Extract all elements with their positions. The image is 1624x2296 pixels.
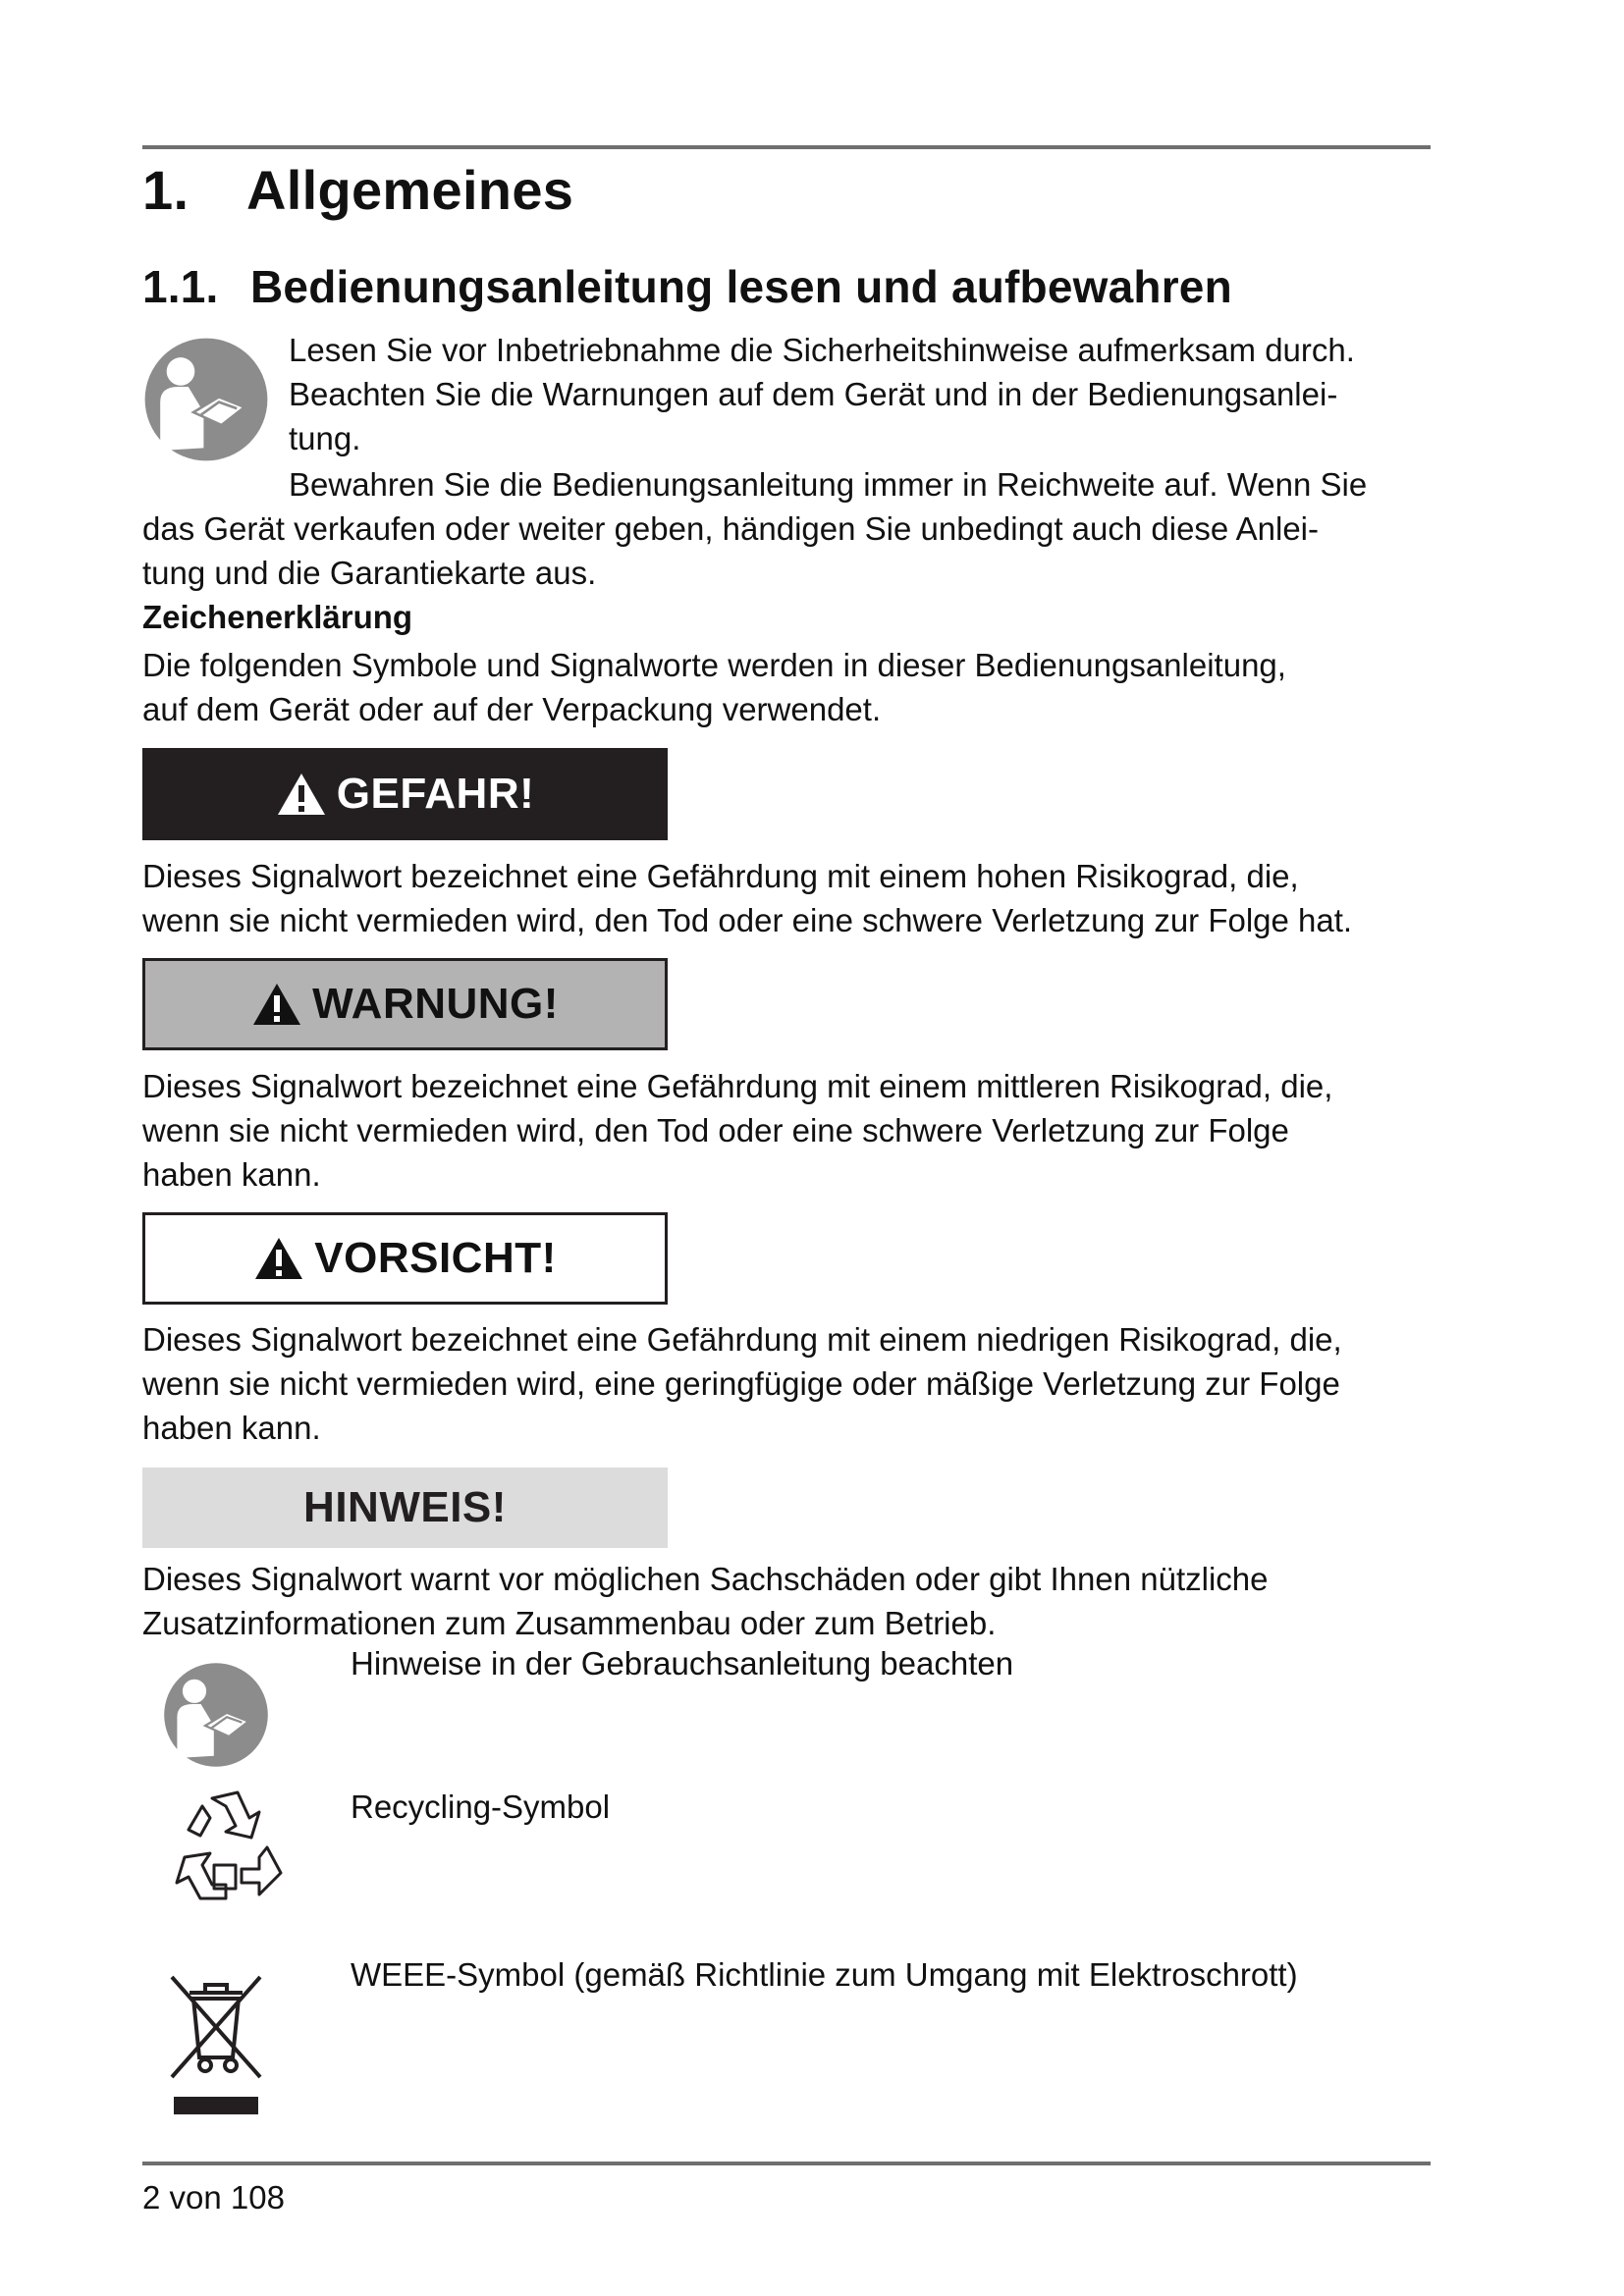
page-number: 2 von 108 (142, 2179, 285, 2216)
bottom-rule (142, 2162, 1431, 2165)
intro-line-1: Lesen Sie vor Inbetriebnahme die Sicherheitshinweise aufmerksam durch. (289, 332, 1355, 368)
warning-triangle-icon (253, 1236, 304, 1281)
signal-gefahr-label: GEFAHR! (336, 770, 535, 818)
vorsicht-line-2: wenn sie nicht vermieden wird, eine geringfügige oder mäßige Verletzung zur Folge (142, 1365, 1340, 1402)
heading-1-number: 1. (142, 159, 189, 221)
signal-vorsicht-box (142, 1212, 668, 1305)
intro-line-5: das Gerät verkaufen oder weiter geben, händigen Sie unbedingt auch diese Anlei- (142, 510, 1319, 547)
top-rule (142, 145, 1431, 149)
legend-line-1: Die folgenden Symbole und Signalworte werden in dieser Bedienungsanleitung, (142, 647, 1286, 683)
signal-warnung-label: WARNUNG! (312, 980, 559, 1028)
read-manual-icon (142, 336, 270, 463)
symbol-read-manual-text: Hinweise in der Gebrauchsanleitung beachten (351, 1645, 1014, 1682)
legend-title: Zeichenerklärung (142, 599, 413, 635)
symbol-weee-text: WEEE-Symbol (gemäß Richtlinie zum Umgang mit Elektroschrott) (351, 1956, 1298, 1993)
intro-line-4: Bewahren Sie die Bedienungsanleitung immer in Reichweite auf. Wenn Sie (289, 466, 1368, 503)
heading-1-title: Allgemeines (246, 159, 574, 221)
signal-hinweis-box (142, 1468, 668, 1548)
vorsicht-line-3: haben kann. (142, 1410, 321, 1446)
gefahr-line-1: Dieses Signalwort bezeichnet eine Gefährdung mit einem hohen Risikograd, die, (142, 858, 1299, 894)
signal-gefahr-box (142, 748, 668, 840)
recycling-icon (161, 1779, 289, 1931)
hinweis-line-1: Dieses Signalwort warnt vor möglichen Sachschäden oder gibt Ihnen nützliche (142, 1561, 1269, 1597)
intro-line-3: tung. (289, 420, 361, 456)
heading-2 (142, 257, 1232, 316)
warning-triangle-icon (251, 982, 302, 1027)
heading-2-title: Bedienungsanleitung lesen und aufbewahren (250, 261, 1232, 312)
warnung-line-2: wenn sie nicht vermieden wird, den Tod oder eine schwere Verletzung zur Folge (142, 1112, 1289, 1148)
intro-line-6: tung und die Garantiekarte aus. (142, 555, 597, 591)
symbol-recycling-text: Recycling-Symbol (351, 1789, 611, 1825)
vorsicht-line-1: Dieses Signalwort bezeichnet eine Gefährdung mit einem niedrigen Risikograd, die, (142, 1321, 1342, 1358)
read-manual-icon (162, 1661, 270, 1774)
warnung-line-1: Dieses Signalwort bezeichnet eine Gefährdung mit einem mittleren Risikograd, die, (142, 1068, 1333, 1104)
hinweis-line-2: Zusatzinformationen zum Zusammenbau oder zum Betrieb. (142, 1605, 997, 1641)
heading-1 (142, 157, 573, 224)
warning-triangle-icon (276, 772, 327, 817)
signal-vorsicht-label: VORSICHT! (314, 1234, 557, 1282)
gefahr-line-2: wenn sie nicht vermieden wird, den Tod oder eine schwere Verletzung zur Folge hat. (142, 902, 1353, 938)
legend-line-2: auf dem Gerät oder auf der Verpackung verwendet. (142, 691, 882, 727)
warnung-line-3: haben kann. (142, 1156, 321, 1193)
signal-hinweis-label: HINWEIS! (303, 1483, 507, 1531)
heading-2-number: 1.1. (142, 261, 219, 312)
weee-icon (162, 1963, 270, 2125)
signal-warnung-box (142, 958, 668, 1050)
intro-line-2: Beachten Sie die Warnungen auf dem Gerät und in der Bedienungsanlei- (289, 376, 1338, 412)
